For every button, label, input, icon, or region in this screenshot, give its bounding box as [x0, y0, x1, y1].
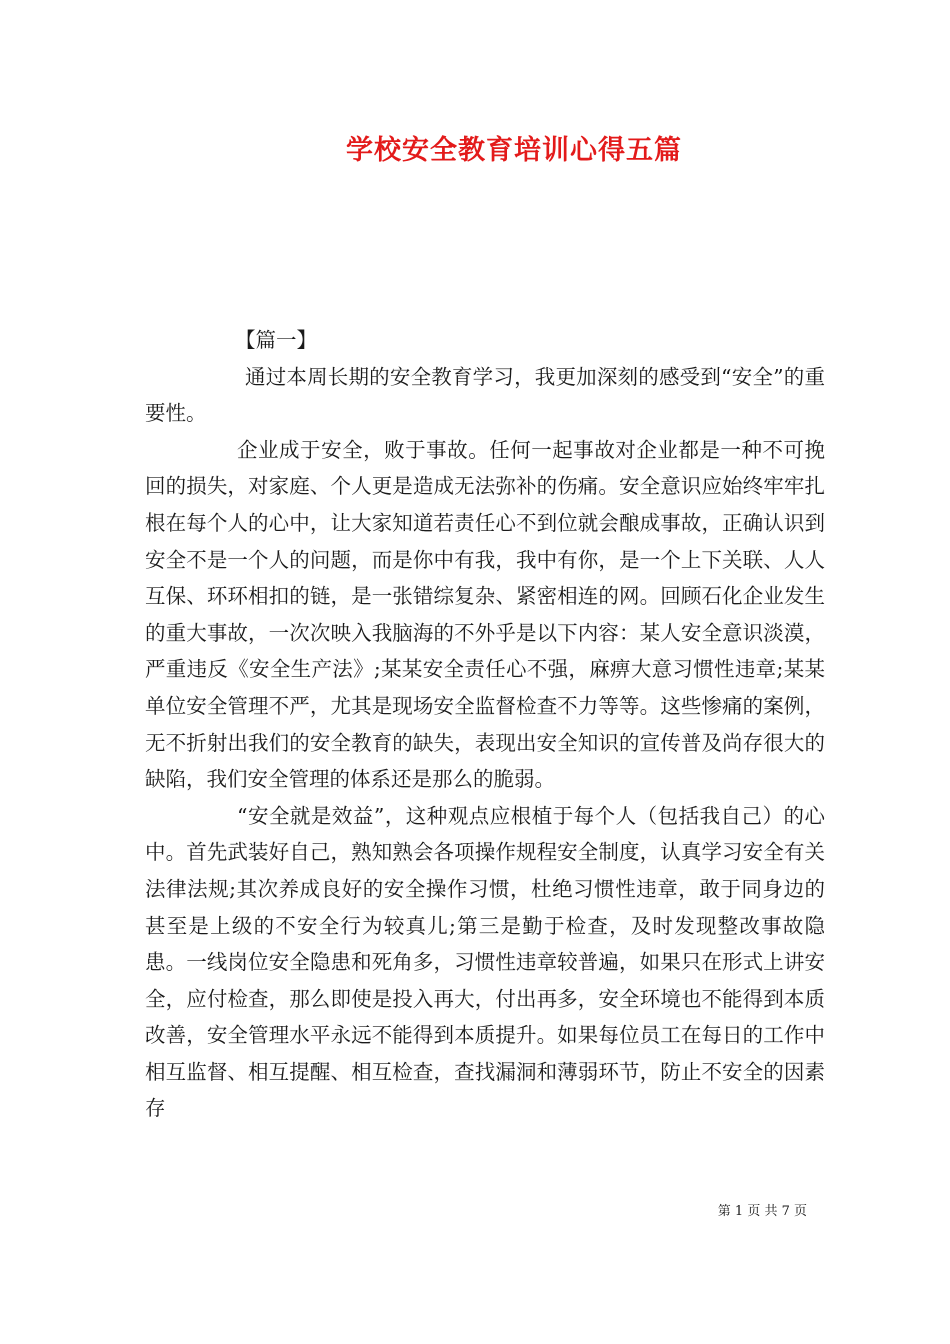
section-heading: 【篇一】 — [235, 328, 317, 352]
paragraph-1: 通过本周长期的安全教育学习，我更加深刻的感受到“安全”的重要性。 — [145, 364, 825, 426]
paragraph-2: 企业成于安全，败于事故。任何一起事故对企业都是一种不可挽回的损失，对家庭、个人更是造成无法弥补的伤痛。安全意识应始终牢牢扎根在每个人的心中，让大家知道若责任心不到位就会酿成事故，正确认识到安全不是一个人的问题，而是你中有我，我中有你，是一个上下关联、人人互保、环环相扣的链，是一张错综复杂、紧密相连的网。回顾石化企业发生的重大事故，一次次映入我脑海的不外乎是以下内容：某人安全意识淡漠，严重违反《安全生产法》;某某安全责任心不强，麻痹大意习惯性违章;某某单位安全管理不严，尤其是现场安全监督检查不力等等。这些惨痛的案例，无不折射出我们的安全教育的缺失，表现出安全知识的宣传普及尚存很大的缺陷，我们安全管理的体系还是那么的脆弱。 — [145, 437, 825, 792]
paragraph-3: “安全就是效益”，这种观点应根植于每个人（包括我自己）的心中。首先武装好自己，熟知熟会各项操作规程安全制度，认真学习安全有关法律法规;其次养成良好的安全操作习惯，杜绝习惯性违章，敢于同身边的甚至是上级的不安全行为较真儿;第三是勤于检查，及时发现整改事故隐患。一线岗位安全隐患和死角多，习惯性违章较普遍，如果只在形式上讲安全，应付检查，那么即使是投入再大，付出再多，安全环境也不能得到本质改善，安全管理水平永远不能得到本质提升。如果每位员工在每日的工作中相互监督、相互提醒、相互检查，查找漏洞和薄弱环节，防止不安全的因素存 — [145, 803, 825, 1121]
document-title: 学校安全教育培训心得五篇 — [346, 135, 682, 166]
document-body — [145, 322, 825, 1127]
page-number-footer: 第 1 页 共 7 页 — [717, 1204, 807, 1219]
